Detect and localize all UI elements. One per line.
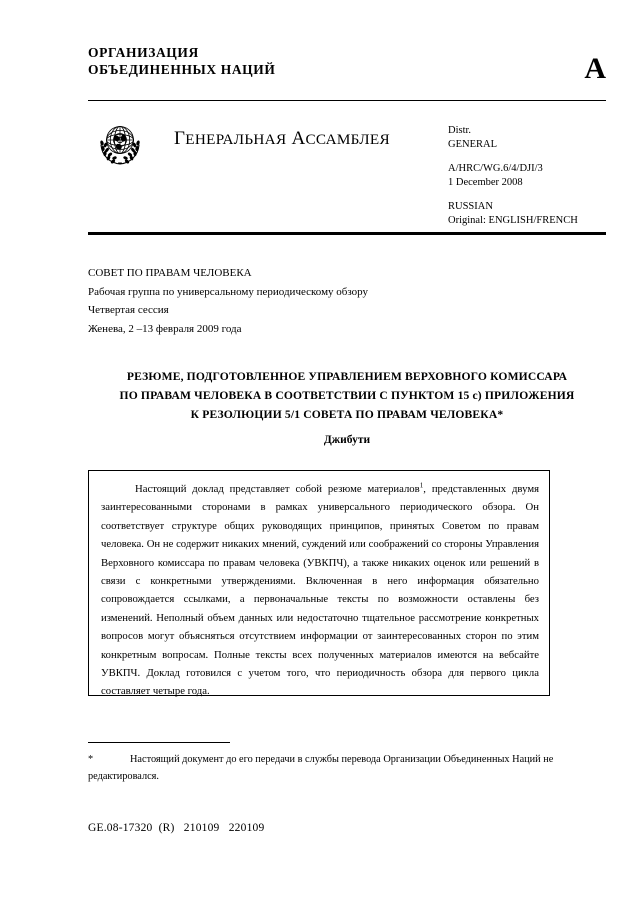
language-group	[448, 200, 628, 227]
document-original-language: Original: ENGLISH/FRENCH	[448, 214, 578, 226]
general-assembly-block	[88, 116, 448, 176]
organization-name	[88, 44, 606, 78]
page-title	[88, 367, 606, 424]
organization-name-line1: ОРГАНИЗАЦИЯ	[88, 45, 199, 60]
council-name: СОВЕТ ПО ПРАВАМ ЧЕЛОВЕКА	[88, 267, 252, 279]
footnote-text: Настоящий документ до его передачи в службы перевода Организации Объединенных Наций не редактировался.	[88, 754, 554, 782]
general-assembly-title	[174, 128, 390, 150]
ga-title-cap2: А	[291, 128, 306, 149]
summary-paragraph	[101, 480, 539, 701]
footnote-marker: *	[88, 754, 94, 765]
distribution-label: Distr.	[448, 125, 472, 136]
summary-box	[88, 470, 550, 696]
ga-title-rest2: ССАМБЛЕЯ	[305, 131, 390, 148]
masthead-bottom-rule	[88, 232, 606, 235]
summary-part1: Настоящий доклад представляет собой резюме материалов	[135, 483, 420, 495]
un-emblem-icon	[94, 118, 146, 168]
summary-part2: , представленных двумя заинтересованными сторонами в рамках универсального периодического обзора. Он соответствует структуре общих руководящих принципов, принятых Советом по правам человека. Он не содержит никаких мнений, суждений или соображений со стороны Управления Верховного комиссара по правам человека (УВКПЧ), а также никаких оценок или решений в связи с конкретными утверждениями. Включенная в него информация обязательно сопровождается ссылками, а первоначальные тексты по возможности оставлены без изменений. Неполный объем данных или недостаточно тщательное рассмотрение конкретных вопросов могут объясняться отсутствием информации от заинтересованных сторон по этим конкретным вопросам. Полные тексты всех полученных материалов имеются на вебсайте УВКПЧ. Доклад готовился с учетом того, что периодичность обзора для первого цикла составляет четыре года.	[101, 483, 539, 698]
footnote-reference-marker: 1	[419, 481, 424, 490]
page-title-line3: К РЕЗОЛЮЦИИ 5/1 СОВЕТА ПО ПРАВАМ ЧЕЛОВЕКА*	[190, 408, 504, 421]
distribution-block	[448, 124, 628, 227]
masthead	[88, 44, 606, 85]
ga-title-cap1: Г	[174, 128, 186, 149]
document-language: RUSSIAN	[448, 201, 493, 212]
distribution-group	[448, 124, 628, 151]
ga-title-rest1: ЕНЕРАЛЬНАЯ	[185, 131, 287, 148]
council-heading	[88, 264, 538, 338]
symbol-group	[448, 162, 628, 189]
page-title-line1: РЕЗЮМЕ, ПОДГОТОВЛЕННОЕ УПРАВЛЕНИЕМ ВЕРХОВНОГО КОМИССАРА	[126, 370, 568, 383]
organization-name-line2: ОБЪЕДИНЕННЫХ НАЦИЙ	[88, 62, 276, 77]
document-date: 1 December 2008	[448, 176, 523, 188]
session-location-dates: Женева, 2 –13 февраля 2009 года	[88, 322, 242, 335]
page-title-line2: ПО ПРАВАМ ЧЕЛОВЕКА В СООТВЕТСТВИИ С ПУНКТОМ 15 с) ПРИЛОЖЕНИЯ	[119, 389, 575, 402]
document-symbol: A/HRC/WG.6/4/DJI/3	[448, 163, 543, 174]
footnote	[88, 752, 558, 785]
masthead-top-rule	[88, 100, 606, 101]
job-number: GE.08-17320 (R) 210109 220109	[88, 822, 265, 834]
session-number: Четвертая сессия	[88, 304, 169, 316]
footnote-separator-rule	[88, 742, 230, 743]
working-group-name: Рабочая группа по универсальному периодическому обзору	[88, 285, 369, 298]
distribution-value: GENERAL	[448, 138, 497, 150]
country-name: Джибути	[323, 434, 371, 446]
document-series-letter: A	[584, 52, 606, 85]
